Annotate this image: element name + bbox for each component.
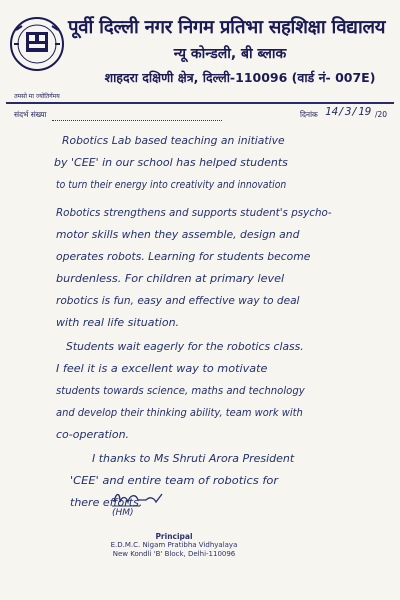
letter-line: I feel it is a excellent way to motivate (56, 362, 268, 375)
date-year-suffix: /20 (375, 110, 388, 119)
letter-line: to turn their energy into creativity and innovation (56, 178, 287, 191)
school-zone-address: शाहदरा दक्षिणी क्षेत्र, दिल्ली-110096 (वार्ड नं- 007E) (104, 70, 376, 85)
letter-line: students towards science, maths and technology (56, 384, 305, 397)
signature-designation: (HM) (112, 508, 134, 518)
principal-stamp (74, 532, 274, 559)
letter-line: 'CEE' and entire team of robotics for (70, 474, 279, 487)
letter-line: Students wait eagerly for the robotics class. (66, 340, 304, 353)
reference-number-label: संदर्भ संख्या (14, 110, 47, 119)
letter-line: by 'CEE' in our school has helped students (54, 156, 288, 169)
letter-line: motor skills when they assemble, design and (56, 228, 300, 241)
letter-line: operates robots. Learning for students become (56, 250, 311, 263)
letter-line: I thanks to Ms Shruti Arora President (92, 452, 295, 465)
date-label: दिनांक (300, 110, 318, 119)
letter-line: Robotics Lab based teaching an initiative (62, 134, 285, 147)
header-divider (6, 102, 394, 104)
letter-line: co-operation. (56, 428, 130, 441)
reference-number-line (52, 120, 222, 121)
school-motto: तमसो मा ज्योतिर्गमय (14, 93, 60, 100)
letter-line: and develop their thinking ability, team work with (56, 406, 303, 419)
stamp-line-2: New Kondli 'B' Block, Delhi-110096 (112, 550, 236, 558)
letter-line: robotics is fun, easy and effective way to deal (56, 294, 300, 307)
stamp-line-1: E.D.M.C. Nigam Pratibha Vidhyalaya (110, 541, 238, 549)
school-branch: न्यू कोन्डली, बी ब्लाक (173, 46, 287, 62)
letter-line: Robotics strengthens and supports student's psycho- (56, 206, 332, 219)
letter-line: with real life situation. (56, 316, 180, 329)
date-value: 14/3/19 (325, 105, 372, 118)
letter-line: there efforts. (70, 496, 143, 509)
letter-line: burdenless. For children at primary level (56, 272, 285, 285)
stamp-title: Principal (155, 532, 193, 541)
school-name-heading: पूर्वी दिल्ली नगर निगम प्रतिभा सहशिक्षा विद्यालय (68, 17, 386, 38)
handwritten-signature (110, 488, 170, 510)
